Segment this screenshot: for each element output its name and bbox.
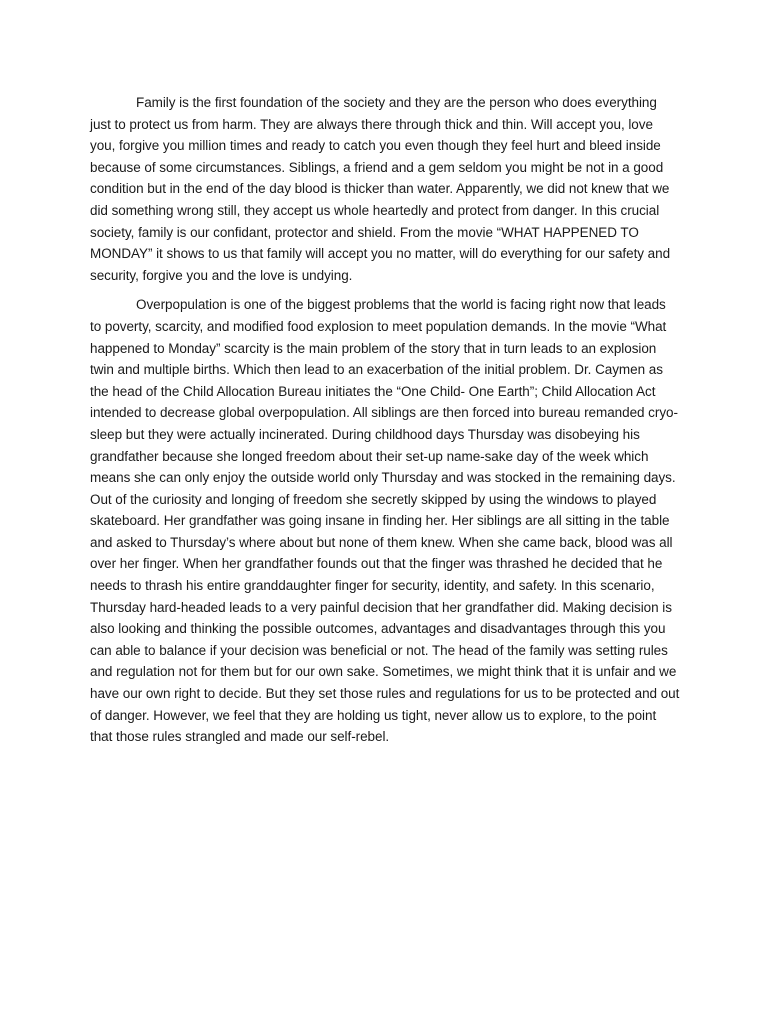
paragraph-overpopulation: Overpopulation is one of the biggest problems that the world is facing right now that leads to poverty, scarcity, and modified food explosion to meet population demands. In the movie “What happened to Monday” scarcity is the main problem of the story that in turn leads to an explosion twin and multiple births. Which then lead to an exacerbation of the initial problem. Dr. Caymen as the head of the Child Allocation Bureau initiates the “One Child- One Earth”; Child Allocation Act intended to decrease global overpopulation. All siblings are then forced into bureau remanded cryo-sleep but they were actually incinerated. During childhood days Thursday was disobeying his grandfather because she longed freedom about their set-up name-sake day of the week which means she can only enjoy the outside world only Thursday and was stocked in the remaining days. Out of the curiosity and longing of freedom she secretly skipped by using the windows to played skateboard. Her grandfather was going insane in finding her. Her siblings are all sitting in the table and asked to Thursday’s where about but none of them knew. When she came back, blood was all over her finger. When her grandfather founds out that the finger was thrashed he decided that he needs to thrash his entire granddaughter finger for security, identity, and safety. In this scenario, Thursday hard-headed leads to a very painful decision that her grandfather did. Making decision is also looking and thinking the possible outcomes, advantages and disadvantages through this you can able to balance if your decision was beneficial or not. The head of the family was setting rules and regulation not for them but for our own sake. Sometimes, we might think that it is unfair and we have our own right to decide. But they set those rules and regulations for us to be protected and out of danger. However, we feel that they are holding us tight, never allow us to explore, to the point that those rules strangled and made our self-rebel.: [90, 297, 680, 745]
document-body: [90, 92, 680, 756]
paragraph-family: Family is the first foundation of the society and they are the person who does everything just to protect us from harm. They are always there through thick and thin. Will accept you, love you, forgive you million times and ready to catch you even though they feel hurt and bleed inside because of some circumstances. Siblings, a friend and a gem seldom you might be not in a good condition but in the end of the day blood is thicker than water. Apparently, we did not knew that we did something wrong still, they accept us whole heartedly and protect from danger. In this crucial society, family is our confidant, protector and shield. From the movie “WHAT HAPPENED TO MONDAY” it shows to us that family will accept you no matter, will do everything for our safety and security, forgive you and the love is undying.: [90, 95, 671, 283]
